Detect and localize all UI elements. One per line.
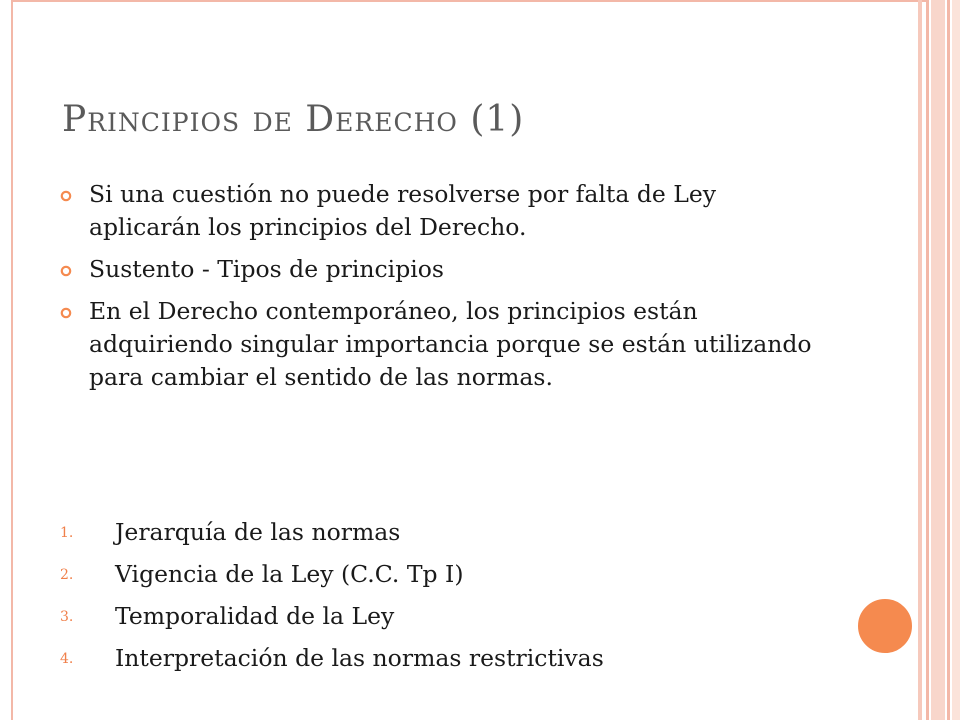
bullet-text: En el Derecho contemporáneo, los principios están adquiriendo singular importancia porque se están utilizando para cambiar el sentido de las normas. xyxy=(89,297,812,391)
decorative-stripe xyxy=(918,0,922,720)
numbered-text: Interpretación de las normas restrictivas xyxy=(115,644,604,672)
numbered-list xyxy=(60,516,604,684)
ring-bullet-icon xyxy=(60,190,72,202)
bullet-item xyxy=(60,178,830,244)
numbered-text: Jerarquía de las normas xyxy=(115,518,401,546)
slide-frame-top xyxy=(11,0,926,2)
item-number: 1. xyxy=(60,525,74,541)
bullet-item xyxy=(60,253,830,286)
numbered-item xyxy=(60,600,604,633)
bullet-list xyxy=(60,178,830,403)
slide-frame-left xyxy=(11,0,13,720)
decorative-stripe xyxy=(931,0,945,720)
slide-title: Principios de Derecho (1) xyxy=(62,99,525,140)
ring-bullet-icon xyxy=(60,265,72,277)
numbered-item xyxy=(60,642,604,675)
numbered-item xyxy=(60,558,604,591)
decorative-stripe xyxy=(947,0,950,720)
numbered-text: Temporalidad de la Ley xyxy=(115,602,395,630)
item-number: 4. xyxy=(60,651,74,667)
bullet-text: Si una cuestión no puede resolverse por falta de Ley aplicarán los principios del Derecho. xyxy=(89,180,717,241)
bullet-item xyxy=(60,295,830,394)
decorative-stripe xyxy=(926,0,929,720)
bullet-text: Sustento - Tipos de principios xyxy=(89,255,444,283)
numbered-item xyxy=(60,516,604,549)
item-number: 2. xyxy=(60,567,74,583)
numbered-text: Vigencia de la Ley (C.C. Tp I) xyxy=(115,560,464,588)
ring-bullet-icon xyxy=(60,307,72,319)
decorative-stripe xyxy=(952,0,960,720)
item-number: 3. xyxy=(60,609,74,625)
decorative-circle xyxy=(855,596,915,656)
